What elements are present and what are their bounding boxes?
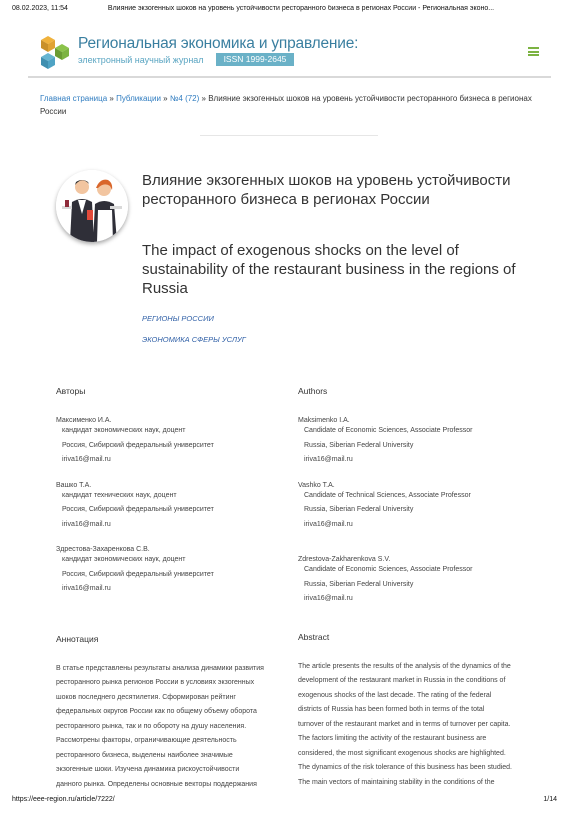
author-entry (56, 482, 286, 533)
abstract-heading: Аннотация (56, 634, 99, 644)
abstract-line: данного рынка. Определены основные векторы поддержания (56, 780, 257, 788)
breadcrumb (40, 92, 540, 118)
journal-logo-icon[interactable] (40, 36, 70, 70)
article-title-en: The impact of exogenous shocks on the level of sustainability of the restaurant business in the regions of Russia (142, 242, 516, 297)
abstract-line: considered, the most significant exogenous shocks are highlighted. (298, 749, 506, 757)
article-title-ru: Влияние экзогенных шоков на уровень устойчивости ресторанного бизнеса в регионах России (142, 172, 511, 208)
issn-badge: ISSN 1999-2645 (216, 53, 294, 66)
abstract-line: ресторанного бизнеса, выделены наиболее значимые (56, 751, 233, 759)
authors-heading: Authors (298, 386, 328, 396)
authors-en (298, 386, 538, 621)
author-entry (56, 546, 286, 597)
breadcrumb-separator: » (199, 94, 209, 103)
print-url: https://eee-region.ru/article/7222/ (12, 796, 115, 803)
print-doc-title: Влияние экзогенных шоков на уровень устойчивости ресторанного бизнеса в регионах России - Региональная эконо... (107, 5, 495, 12)
tag-link[interactable]: ЭКОНОМИКА СФЕРЫ УСЛУГ (142, 335, 246, 344)
abstract-line: The main vectors of maintaining stability in the conditions of the (298, 778, 495, 786)
author-email: iriva16@mail.ru (62, 520, 111, 528)
site-subtitle: электронный научный журнал (78, 55, 204, 65)
abstract-line: districts of Russia has been formed both in terms of the total (298, 706, 485, 713)
authors-ru (56, 386, 286, 611)
author-name: Вашко Т.А. (56, 481, 92, 489)
author-affiliation: Россия, Сибирский федеральный университет (62, 570, 214, 578)
author-degree: кандидат технических наук, доцент (62, 491, 177, 499)
author-affiliation: Russia, Siberian Federal University (304, 506, 414, 513)
abstract-heading: Abstract (298, 632, 330, 642)
waiters-illustration-icon (56, 170, 128, 242)
breadcrumb-home[interactable]: Главная страница (40, 94, 108, 103)
divider (200, 135, 378, 136)
abstract-line: The dynamics of the risk tolerance of this business has been studied. (298, 764, 513, 771)
print-datetime: 08.02.2023, 11:54 (12, 5, 68, 12)
author-degree: Candidate of Technical Sciences, Associate Professor (304, 491, 471, 499)
author-email: iriva16@mail.ru (62, 456, 111, 463)
author-degree: Candidate of Economic Sciences, Associate Professor (304, 566, 473, 573)
abstract-line: The factors limiting the activity of the restaurant business are (298, 735, 487, 742)
abstract-line: федеральных округов России как по общему объему оборота (56, 708, 257, 715)
author-entry (298, 556, 538, 607)
abstract-line: exogenous shocks of the last decade. The rating of the federal (298, 691, 492, 699)
authors-heading: Авторы (56, 386, 86, 396)
article-thumbnail (56, 170, 128, 242)
abstract-line: ресторанного рынка, так и по обороту на душу населения. (56, 722, 247, 730)
abstract-line: The article presents the results of the analysis of the dynamics of the (298, 662, 511, 670)
abstract-line: development of the restaurant market in Russia in the conditions of (298, 677, 506, 684)
abstract-line: Рассмотрены факторы, ограничивающие деятельность (56, 737, 237, 744)
abstract-line: экзогенные шоки. Изучена динамика рискоустойчивости (56, 766, 240, 773)
author-degree: Candidate of Economic Sciences, Associate Professor (304, 427, 473, 434)
author-name: Maksimenko I.A. (298, 417, 350, 424)
author-email: iriva16@mail.ru (304, 520, 353, 528)
author-email: iriva16@mail.ru (304, 456, 353, 463)
print-page-number: 1/14 (543, 796, 557, 803)
author-name: Здрестова-Захаренкова С.В. (56, 546, 150, 553)
breadcrumb-separator: » (160, 94, 170, 103)
abstract-line: В статье представлены результаты анализа динамики развития (56, 664, 264, 672)
author-entry (298, 482, 538, 533)
hamburger-icon[interactable] (528, 47, 539, 56)
author-affiliation: Russia, Siberian Federal University (304, 580, 414, 588)
breadcrumb-current: Влияние экзогенных шоков на уровень устойчивости ресторанного бизнеса в регионах России (40, 94, 532, 116)
site-title[interactable]: Региональная экономика и управление: (78, 35, 359, 52)
author-email: iriva16@mail.ru (62, 585, 111, 592)
breadcrumb-issue[interactable]: №4 (72) (169, 94, 200, 103)
author-name: Zdrestova-Zakharenkova S.V. (298, 556, 391, 563)
author-degree: кандидат экономических наук, доцент (62, 556, 186, 563)
abstract-line: ресторанного рынка регионов России в условиях экзогенных (56, 679, 255, 686)
author-affiliation: Россия, Сибирский федеральный университет (62, 441, 214, 449)
tag-link[interactable]: РЕГИОНЫ РОССИИ (142, 314, 214, 323)
abstract-en (298, 630, 538, 790)
abstract-line: шоков последнего десятилетия. Сформирован рейтинг (56, 693, 236, 701)
breadcrumb-separator: » (107, 94, 117, 103)
author-degree: кандидат экономических наук, доцент (62, 427, 186, 434)
print-header (12, 5, 567, 12)
print-footer (12, 796, 557, 803)
author-entry (56, 417, 286, 468)
abstract-line: turnover of the restaurant market and in terms of turnover per capita. (298, 720, 511, 728)
author-name: Vashko T.A. (298, 481, 335, 489)
author-name: Максименко И.А. (56, 417, 112, 424)
breadcrumb-publications[interactable]: Публикации (116, 94, 161, 103)
author-entry (298, 417, 538, 468)
author-affiliation: Russia, Siberian Federal University (304, 441, 414, 449)
author-affiliation: Россия, Сибирский федеральный университет (62, 506, 214, 513)
site-header (28, 28, 551, 78)
author-email: iriva16@mail.ru (304, 595, 353, 602)
abstract-ru (56, 632, 288, 792)
